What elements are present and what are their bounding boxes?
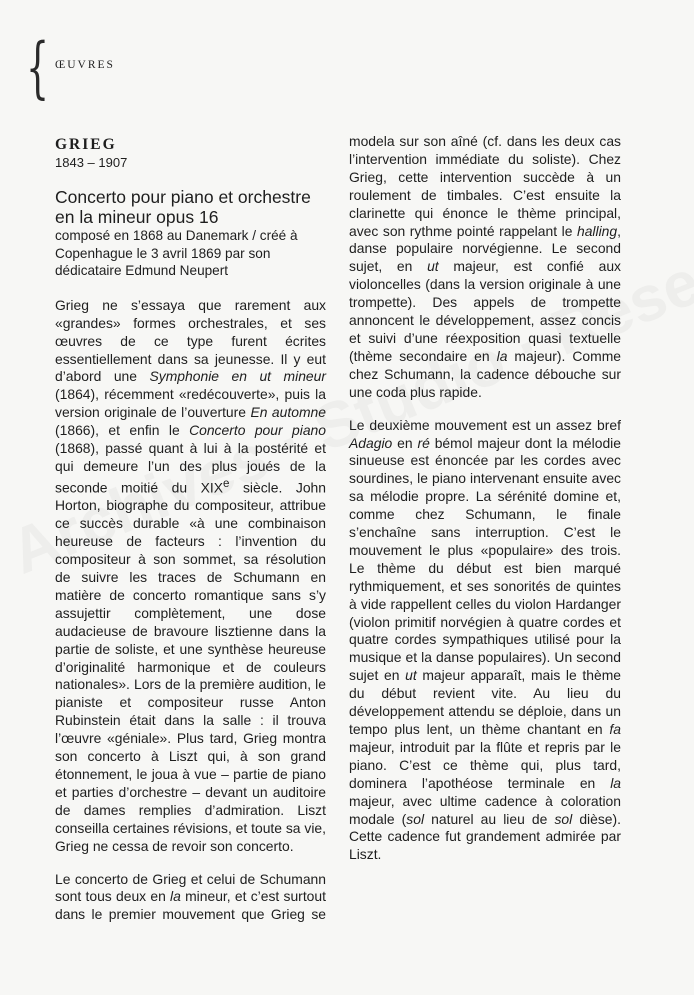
work-title-line-1: Concerto pour piano et orchestre bbox=[55, 187, 311, 207]
right-column bbox=[349, 133, 621, 879]
left-column bbox=[55, 136, 326, 924]
body-paragraph: Le concerto de Grieg et celui de Schumann sont tous deux en la mineur, et c’est surtout dans le premier mouvement que Grieg se bbox=[55, 870, 326, 923]
composer-name: GRIEG bbox=[55, 136, 117, 153]
work-title-line-2: en la mineur opus 16 bbox=[55, 207, 219, 227]
work-subtitle: composé en 1868 au Danemark / créé à Copenhague le 3 avril 1869 par son dédicataire Edmund Neupert bbox=[55, 228, 298, 279]
body-text-left bbox=[55, 297, 326, 924]
section-label: ŒUVRES bbox=[55, 59, 115, 71]
body-text-right bbox=[349, 133, 621, 864]
body-paragraph: Grieg ne s’essaya que rarement aux «grandes» formes orchestrales, et ses œuvres de ce type furent écrites essentiellement dans sa jeunesse. Il y eut d’abord une Symphonie en ut mineur (1864), récemment «redécouverte», puis la version originale de l’ouverture En automne (1866), et enfin le Concerto pour piano (1868), passé quant à lui à la postérité et qui demeure l’un des plus joués de la seconde moitié du XIXe siècle. John Horton, biographe du compositeur, attribue ce succès durable «à une combinaison heureuse de facteurs : l’invention du compositeur à son sommet, sa résolution de suivre les traces de Schumann en matière de concerto romantique sans s’y assujettir complètement, une dose audacieuse de bravoure lisztienne dans la partie de soliste, et une synthèse heureuse d’originalité harmonique et de couleurs nationales». Lors de la première audition, le pianiste et compositeur russe Anton Rubinstein était dans la salle : il trouva l’œuvre «géniale». Plus tard, Grieg montra son concerto à Liszt qui, à son grand étonnement, le joua à vue – partie de piano et parties d’orchestre – devant un auditoire de dames remplies d’admiration. Liszt conseilla certaines révisions, et toute sa vie, Grieg ne cessa de revoir son concerto. bbox=[55, 296, 327, 854]
brace-icon: { bbox=[26, 29, 50, 106]
composer-dates: 1843 – 1907 bbox=[55, 155, 128, 170]
body-paragraph: modela sur son aîné (cf. dans les deux cas l’intervention immédiate du soliste). Chez Grieg, cette intervention succède à un roulement de timbales. C’est ensuite la clarinette qui énonce le thème principal, avec son rythme pointé rappelant le halling, danse populaire norvégienne. Le second sujet, en ut majeur, est confié aux violoncelles (dans la version originale à une trompette). Des appels de trompette annoncent le développement, assez concis et suivi d’une réexposition quasi textuelle (thème secondaire en la majeur). Comme chez Schumann, la cadence débouche sur une coda plus rapide. bbox=[349, 133, 622, 400]
body-paragraph: Le deuxième mouvement est un assez bref Adagio en ré bémol majeur dont la mélodie sinueuse est énoncée par les cordes avec sourdines, le piano intervenant ensuite avec sa mélodie propre. La sérénité domine et, comme chez Schumann, le finale s’enchaîne sans interruption. C’est le mouvement le plus «populaire» des trois. Le thème du début est bien marqué rythmiquement, et ses sonorités de quintes à vide rappellent celles du violon Hardanger (violon primitif norvégien à quatre cordes et quatre cordes sympathiques utilisé pour la musique et la danse populaires). Un second sujet en ut majeur apparaît, mais le thème du début revient vite. Au lieu du développement attendu se déploie, dans un tempo plus lent, un thème chantant en fa majeur, introduit par la flûte et repris par le piano. C’est ce thème qui, plus tard, dominera l’apothéose terminale en la majeur, avec ultime cadence à coloration modale (sol naturel au lieu de sol dièse). Cette cadence fut grandement admirée par Liszt. bbox=[349, 416, 622, 863]
